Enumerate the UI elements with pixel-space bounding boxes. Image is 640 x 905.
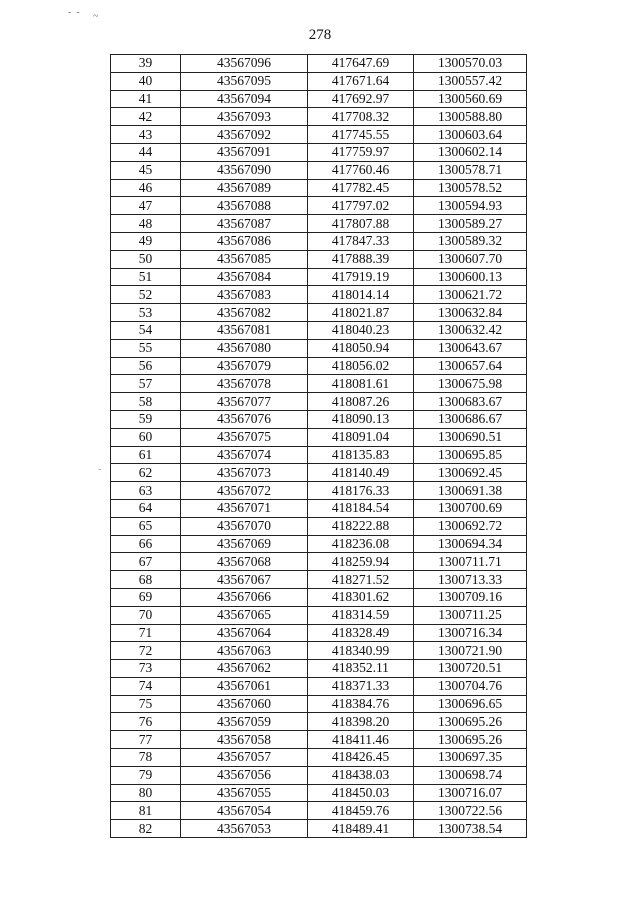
point-id-cell: 43567081 [181,321,308,339]
point-id-cell: 43567082 [181,304,308,322]
x-coordinate-cell: 418056.02 [308,357,414,375]
point-number-cell: 54 [111,321,181,339]
x-coordinate-cell: 418438.03 [308,766,414,784]
table-row [111,410,527,428]
point-id-cell: 43567080 [181,339,308,357]
point-number-cell: 56 [111,357,181,375]
table-row [111,126,527,144]
y-coordinate-cell: 1300716.07 [414,784,527,802]
y-coordinate-cell: 1300621.72 [414,286,527,304]
point-number-cell: 57 [111,375,181,393]
x-coordinate-cell: 418021.87 [308,304,414,322]
point-id-cell: 43567057 [181,749,308,767]
table-row [111,232,527,250]
point-number-cell: 80 [111,784,181,802]
point-id-cell: 43567073 [181,464,308,482]
y-coordinate-cell: 1300704.76 [414,677,527,695]
point-id-cell: 43567086 [181,232,308,250]
point-number-cell: 61 [111,446,181,464]
point-id-cell: 43567095 [181,72,308,90]
point-id-cell: 43567068 [181,553,308,571]
x-coordinate-cell: 418411.46 [308,731,414,749]
table-row [111,72,527,90]
point-id-cell: 43567064 [181,624,308,642]
table-row [111,428,527,446]
x-coordinate-cell: 418014.14 [308,286,414,304]
point-number-cell: 48 [111,215,181,233]
table-row [111,731,527,749]
y-coordinate-cell: 1300700.69 [414,499,527,517]
x-coordinate-cell: 418050.94 [308,339,414,357]
point-id-cell: 43567088 [181,197,308,215]
table-row [111,553,527,571]
y-coordinate-cell: 1300686.67 [414,410,527,428]
y-coordinate-cell: 1300691.38 [414,482,527,500]
x-coordinate-cell: 417847.33 [308,232,414,250]
point-number-cell: 66 [111,535,181,553]
x-coordinate-cell: 418328.49 [308,624,414,642]
table-row [111,464,527,482]
y-coordinate-cell: 1300709.16 [414,588,527,606]
y-coordinate-cell: 1300560.69 [414,90,527,108]
point-id-cell: 43567056 [181,766,308,784]
point-id-cell: 43567089 [181,179,308,197]
table-row [111,677,527,695]
point-number-cell: 69 [111,588,181,606]
point-id-cell: 43567079 [181,357,308,375]
point-number-cell: 67 [111,553,181,571]
point-number-cell: 75 [111,695,181,713]
table-row [111,55,527,73]
point-id-cell: 43567063 [181,642,308,660]
point-number-cell: 64 [111,499,181,517]
point-number-cell: 49 [111,232,181,250]
scan-speck: - [98,464,102,475]
table-row [111,108,527,126]
point-number-cell: 46 [111,179,181,197]
point-id-cell: 43567059 [181,713,308,731]
point-id-cell: 43567096 [181,55,308,73]
point-number-cell: 78 [111,749,181,767]
table-row [111,517,527,535]
point-number-cell: 47 [111,197,181,215]
x-coordinate-cell: 418314.59 [308,606,414,624]
point-id-cell: 43567069 [181,535,308,553]
x-coordinate-cell: 418450.03 [308,784,414,802]
table-row [111,482,527,500]
table-row [111,713,527,731]
y-coordinate-cell: 1300738.54 [414,820,527,838]
y-coordinate-cell: 1300695.85 [414,446,527,464]
y-coordinate-cell: 1300716.34 [414,624,527,642]
x-coordinate-cell: 418087.26 [308,393,414,411]
x-coordinate-cell: 418489.41 [308,820,414,838]
x-coordinate-cell: 418384.76 [308,695,414,713]
table-row [111,179,527,197]
point-id-cell: 43567060 [181,695,308,713]
table-row [111,499,527,517]
point-id-cell: 43567071 [181,499,308,517]
point-id-cell: 43567066 [181,588,308,606]
point-number-cell: 79 [111,766,181,784]
x-coordinate-cell: 418352.11 [308,660,414,678]
x-coordinate-cell: 418040.23 [308,321,414,339]
point-number-cell: 82 [111,820,181,838]
y-coordinate-cell: 1300721.90 [414,642,527,660]
point-id-cell: 43567091 [181,143,308,161]
y-coordinate-cell: 1300696.65 [414,695,527,713]
table-row [111,571,527,589]
coordinates-table-body [111,55,527,838]
point-id-cell: 43567083 [181,286,308,304]
x-coordinate-cell: 418184.54 [308,499,414,517]
point-number-cell: 62 [111,464,181,482]
point-number-cell: 51 [111,268,181,286]
table-row [111,286,527,304]
y-coordinate-cell: 1300578.71 [414,161,527,179]
y-coordinate-cell: 1300570.03 [414,55,527,73]
table-row [111,588,527,606]
point-number-cell: 76 [111,713,181,731]
point-id-cell: 43567092 [181,126,308,144]
table-row [111,660,527,678]
point-id-cell: 43567077 [181,393,308,411]
y-coordinate-cell: 1300692.45 [414,464,527,482]
x-coordinate-cell: 417807.88 [308,215,414,233]
y-coordinate-cell: 1300588.80 [414,108,527,126]
point-number-cell: 55 [111,339,181,357]
page-number: 278 [308,27,332,43]
point-number-cell: 60 [111,428,181,446]
x-coordinate-cell: 418176.33 [308,482,414,500]
x-coordinate-cell: 418091.04 [308,428,414,446]
point-number-cell: 52 [111,286,181,304]
table-row [111,606,527,624]
table-row [111,802,527,820]
y-coordinate-cell: 1300589.32 [414,232,527,250]
point-id-cell: 43567087 [181,215,308,233]
x-coordinate-cell: 418259.94 [308,553,414,571]
table-row [111,535,527,553]
point-id-cell: 43567072 [181,482,308,500]
table-row [111,749,527,767]
table-row [111,820,527,838]
y-coordinate-cell: 1300607.70 [414,250,527,268]
x-coordinate-cell: 417692.97 [308,90,414,108]
point-id-cell: 43567085 [181,250,308,268]
point-id-cell: 43567055 [181,784,308,802]
point-id-cell: 43567058 [181,731,308,749]
y-coordinate-cell: 1300578.52 [414,179,527,197]
table-row [111,90,527,108]
table-row [111,375,527,393]
y-coordinate-cell: 1300713.33 [414,571,527,589]
y-coordinate-cell: 1300692.72 [414,517,527,535]
point-number-cell: 81 [111,802,181,820]
point-id-cell: 43567093 [181,108,308,126]
point-number-cell: 72 [111,642,181,660]
y-coordinate-cell: 1300657.64 [414,357,527,375]
table-row [111,197,527,215]
point-id-cell: 43567054 [181,802,308,820]
y-coordinate-cell: 1300711.25 [414,606,527,624]
x-coordinate-cell: 418090.13 [308,410,414,428]
point-id-cell: 43567075 [181,428,308,446]
table-row [111,143,527,161]
x-coordinate-cell: 418081.61 [308,375,414,393]
point-id-cell: 43567070 [181,517,308,535]
point-number-cell: 68 [111,571,181,589]
y-coordinate-cell: 1300632.42 [414,321,527,339]
y-coordinate-cell: 1300603.64 [414,126,527,144]
point-id-cell: 43567078 [181,375,308,393]
point-number-cell: 43 [111,126,181,144]
point-number-cell: 44 [111,143,181,161]
x-coordinate-cell: 418236.08 [308,535,414,553]
y-coordinate-cell: 1300632.84 [414,304,527,322]
point-id-cell: 43567062 [181,660,308,678]
point-id-cell: 43567065 [181,606,308,624]
x-coordinate-cell: 417797.02 [308,197,414,215]
point-number-cell: 65 [111,517,181,535]
point-number-cell: 39 [111,55,181,73]
y-coordinate-cell: 1300695.26 [414,713,527,731]
x-coordinate-cell: 417759.97 [308,143,414,161]
x-coordinate-cell: 418135.83 [308,446,414,464]
x-coordinate-cell: 418459.76 [308,802,414,820]
y-coordinate-cell: 1300697.35 [414,749,527,767]
table-row [111,393,527,411]
point-number-cell: 53 [111,304,181,322]
point-id-cell: 43567074 [181,446,308,464]
table-row [111,304,527,322]
y-coordinate-cell: 1300600.13 [414,268,527,286]
y-coordinate-cell: 1300711.71 [414,553,527,571]
table-row [111,339,527,357]
point-number-cell: 77 [111,731,181,749]
x-coordinate-cell: 417745.55 [308,126,414,144]
y-coordinate-cell: 1300594.93 [414,197,527,215]
coordinates-table [110,54,527,838]
x-coordinate-cell: 418222.88 [308,517,414,535]
table-row [111,161,527,179]
y-coordinate-cell: 1300589.27 [414,215,527,233]
x-coordinate-cell: 417671.64 [308,72,414,90]
scan-speck: ~ [93,11,99,22]
point-number-cell: 41 [111,90,181,108]
x-coordinate-cell: 417888.39 [308,250,414,268]
y-coordinate-cell: 1300690.51 [414,428,527,446]
y-coordinate-cell: 1300695.26 [414,731,527,749]
x-coordinate-cell: 417708.32 [308,108,414,126]
table-row [111,784,527,802]
y-coordinate-cell: 1300557.42 [414,72,527,90]
point-id-cell: 43567084 [181,268,308,286]
y-coordinate-cell: 1300675.98 [414,375,527,393]
point-id-cell: 43567067 [181,571,308,589]
point-number-cell: 59 [111,410,181,428]
point-id-cell: 43567076 [181,410,308,428]
table-row [111,268,527,286]
point-id-cell: 43567094 [181,90,308,108]
point-id-cell: 43567090 [181,161,308,179]
point-number-cell: 42 [111,108,181,126]
y-coordinate-cell: 1300720.51 [414,660,527,678]
x-coordinate-cell: 418371.33 [308,677,414,695]
table-row [111,695,527,713]
y-coordinate-cell: 1300683.67 [414,393,527,411]
x-coordinate-cell: 417760.46 [308,161,414,179]
scan-speck: - - [68,7,80,18]
point-number-cell: 58 [111,393,181,411]
point-id-cell: 43567053 [181,820,308,838]
point-number-cell: 74 [111,677,181,695]
point-number-cell: 71 [111,624,181,642]
table-row [111,357,527,375]
x-coordinate-cell: 417647.69 [308,55,414,73]
y-coordinate-cell: 1300643.67 [414,339,527,357]
x-coordinate-cell: 418271.52 [308,571,414,589]
table-row [111,766,527,784]
y-coordinate-cell: 1300694.34 [414,535,527,553]
table-row [111,446,527,464]
table-row [111,250,527,268]
x-coordinate-cell: 417782.45 [308,179,414,197]
x-coordinate-cell: 418140.49 [308,464,414,482]
x-coordinate-cell: 418426.45 [308,749,414,767]
point-number-cell: 63 [111,482,181,500]
y-coordinate-cell: 1300698.74 [414,766,527,784]
table-row [111,624,527,642]
x-coordinate-cell: 418398.20 [308,713,414,731]
point-number-cell: 73 [111,660,181,678]
y-coordinate-cell: 1300602.14 [414,143,527,161]
x-coordinate-cell: 417919.19 [308,268,414,286]
point-number-cell: 45 [111,161,181,179]
point-number-cell: 70 [111,606,181,624]
point-number-cell: 40 [111,72,181,90]
table-row [111,215,527,233]
x-coordinate-cell: 418340.99 [308,642,414,660]
table-row [111,642,527,660]
point-id-cell: 43567061 [181,677,308,695]
x-coordinate-cell: 418301.62 [308,588,414,606]
y-coordinate-cell: 1300722.56 [414,802,527,820]
table-row [111,321,527,339]
point-number-cell: 50 [111,250,181,268]
